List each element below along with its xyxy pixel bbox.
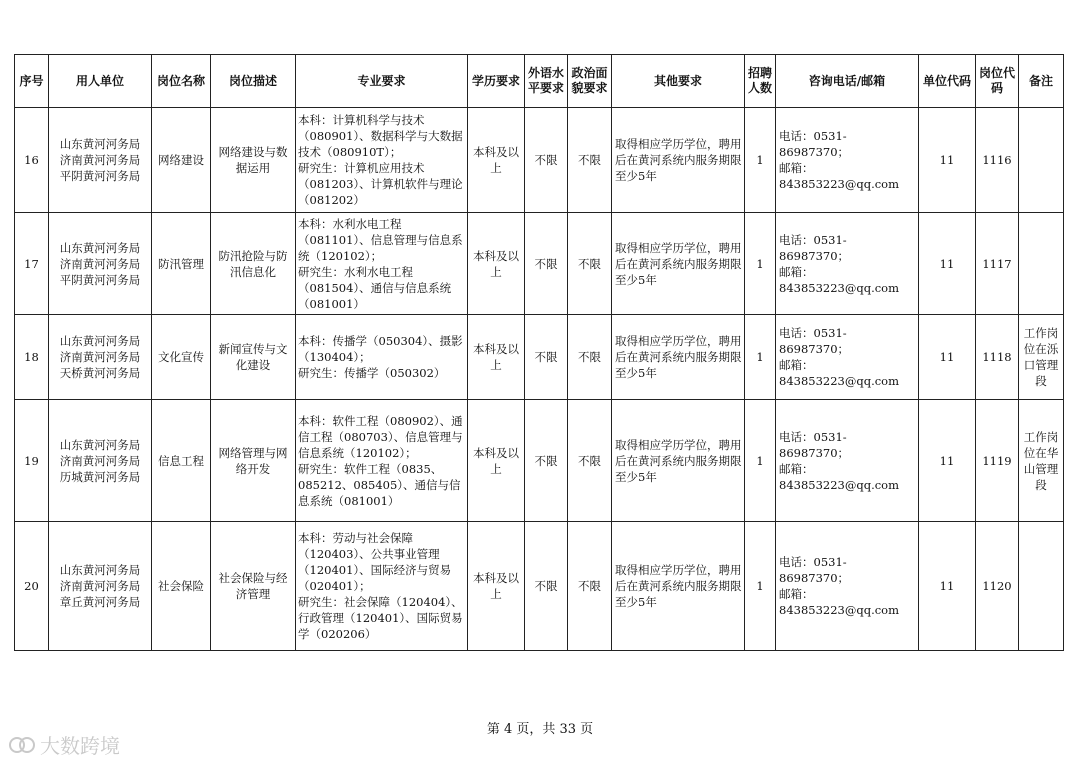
cell-edu: 本科及以上 xyxy=(468,108,525,213)
cell-major: 本科：劳动与社会保障（120403）、公共事业管理（120401）、国际经济与贸易（020401）； 研究生：社会保障（120404）、行政管理（120401）、国际贸易学（020206） xyxy=(296,522,468,651)
header-major: 专业要求 xyxy=(296,55,468,108)
cell-contact: 电话：0531-86987370； 邮箱： 843853223@qq.com xyxy=(776,213,919,315)
cell-no: 20 xyxy=(15,522,49,651)
cell-edu: 本科及以上 xyxy=(468,522,525,651)
cell-lang: 不限 xyxy=(525,400,568,522)
cell-no: 19 xyxy=(15,400,49,522)
header-position: 岗位名称 xyxy=(152,55,211,108)
cell-contact: 电话：0531-86987370； 邮箱： 843853223@qq.com xyxy=(776,522,919,651)
cell-politics: 不限 xyxy=(568,213,612,315)
cell-politics: 不限 xyxy=(568,108,612,213)
cell-other: 取得相应学历学位，聘用后在黄河系统内服务期限至少5年 xyxy=(612,213,745,315)
cell-desc: 社会保险与经济管理 xyxy=(211,522,296,651)
header-lang: 外语水平要求 xyxy=(525,55,568,108)
cell-unit-code: 11 xyxy=(919,400,976,522)
cell-remark xyxy=(1019,522,1064,651)
cell-unit-code: 11 xyxy=(919,522,976,651)
cell-job-code: 1118 xyxy=(976,315,1019,400)
cell-politics: 不限 xyxy=(568,400,612,522)
header-remark: 备注 xyxy=(1019,55,1064,108)
cell-edu: 本科及以上 xyxy=(468,400,525,522)
cell-desc: 网络管理与网络开发 xyxy=(211,400,296,522)
cell-desc: 防汛抢险与防汛信息化 xyxy=(211,213,296,315)
header-unit-code: 单位代码 xyxy=(919,55,976,108)
cell-no: 18 xyxy=(15,315,49,400)
cell-desc: 新闻宣传与文化建设 xyxy=(211,315,296,400)
cell-contact: 电话：0531-86987370； 邮箱： 843853223@qq.com xyxy=(776,400,919,522)
cell-contact: 电话：0531-86987370； 邮箱： 843853223@qq.com xyxy=(776,315,919,400)
cell-major: 本科：软件工程（080902）、通信工程（080703）、信息管理与信息系统（120102）； 研究生：软件工程（0835、085212、085405）、通信与信息系统（081001） xyxy=(296,400,468,522)
cell-politics: 不限 xyxy=(568,522,612,651)
cell-position: 社会保险 xyxy=(152,522,211,651)
cell-unit-code: 11 xyxy=(919,315,976,400)
cell-no: 16 xyxy=(15,108,49,213)
cell-count: 1 xyxy=(745,522,776,651)
cell-job-code: 1116 xyxy=(976,108,1019,213)
cell-no: 17 xyxy=(15,213,49,315)
cell-count: 1 xyxy=(745,315,776,400)
header-other: 其他要求 xyxy=(612,55,745,108)
table-row xyxy=(15,400,1064,522)
cell-contact: 电话：0531-86987370； 邮箱： 843853223@qq.com xyxy=(776,108,919,213)
watermark-logo-icon xyxy=(8,734,36,756)
header-count: 招聘人数 xyxy=(745,55,776,108)
header-contact: 咨询电话/邮箱 xyxy=(776,55,919,108)
cell-unit: 山东黄河河务局 济南黄河河务局 平阴黄河河务局 xyxy=(49,108,152,213)
cell-position: 防汛管理 xyxy=(152,213,211,315)
cell-job-code: 1119 xyxy=(976,400,1019,522)
cell-count: 1 xyxy=(745,108,776,213)
recruitment-table xyxy=(14,54,1064,651)
cell-remark xyxy=(1019,108,1064,213)
watermark xyxy=(8,730,120,759)
header-politics: 政治面貌要求 xyxy=(568,55,612,108)
cell-unit-code: 11 xyxy=(919,213,976,315)
cell-lang: 不限 xyxy=(525,315,568,400)
cell-unit: 山东黄河河务局 济南黄河河务局 章丘黄河河务局 xyxy=(49,522,152,651)
table-row xyxy=(15,108,1064,213)
cell-other: 取得相应学历学位，聘用后在黄河系统内服务期限至少5年 xyxy=(612,108,745,213)
cell-desc: 网络建设与数据运用 xyxy=(211,108,296,213)
header-no: 序号 xyxy=(15,55,49,108)
cell-count: 1 xyxy=(745,400,776,522)
cell-job-code: 1120 xyxy=(976,522,1019,651)
cell-unit: 山东黄河河务局 济南黄河河务局 平阴黄河河务局 xyxy=(49,213,152,315)
cell-edu: 本科及以上 xyxy=(468,213,525,315)
cell-unit-code: 11 xyxy=(919,108,976,213)
header-job-code: 岗位代码 xyxy=(976,55,1019,108)
cell-major: 本科：传播学（050304）、摄影（130404）； 研究生：传播学（050302） xyxy=(296,315,468,400)
cell-lang: 不限 xyxy=(525,108,568,213)
cell-position: 网络建设 xyxy=(152,108,211,213)
cell-remark: 工作岗位在华山管理段 xyxy=(1019,400,1064,522)
header-edu: 学历要求 xyxy=(468,55,525,108)
cell-position: 文化宣传 xyxy=(152,315,211,400)
page-number: 第 4 页，共 33 页 xyxy=(486,722,594,737)
table-row xyxy=(15,213,1064,315)
header-unit: 用人单位 xyxy=(49,55,152,108)
cell-other: 取得相应学历学位，聘用后在黄河系统内服务期限至少5年 xyxy=(612,400,745,522)
cell-lang: 不限 xyxy=(525,213,568,315)
cell-other: 取得相应学历学位，聘用后在黄河系统内服务期限至少5年 xyxy=(612,315,745,400)
header-row xyxy=(15,55,1064,108)
header-desc: 岗位描述 xyxy=(211,55,296,108)
cell-remark: 工作岗位在泺口管理段 xyxy=(1019,315,1064,400)
table-row xyxy=(15,522,1064,651)
cell-remark xyxy=(1019,213,1064,315)
cell-unit: 山东黄河河务局 济南黄河河务局 历城黄河河务局 xyxy=(49,400,152,522)
cell-count: 1 xyxy=(745,213,776,315)
cell-unit: 山东黄河河务局 济南黄河河务局 天桥黄河河务局 xyxy=(49,315,152,400)
cell-other: 取得相应学历学位，聘用后在黄河系统内服务期限至少5年 xyxy=(612,522,745,651)
cell-lang: 不限 xyxy=(525,522,568,651)
cell-major: 本科：水利水电工程（081101）、信息管理与信息系统（120102）； 研究生：水利水电工程（081504）、通信与信息系统（081001） xyxy=(296,213,468,315)
table-row xyxy=(15,315,1064,400)
cell-politics: 不限 xyxy=(568,315,612,400)
watermark-text: 大数跨境 xyxy=(40,734,120,758)
cell-position: 信息工程 xyxy=(152,400,211,522)
cell-edu: 本科及以上 xyxy=(468,315,525,400)
cell-major: 本科：计算机科学与技术（080901）、数据科学与大数据技术（080910T）； 研究生：计算机应用技术（081203）、计算机软件与理论（081202） xyxy=(296,108,468,213)
cell-job-code: 1117 xyxy=(976,213,1019,315)
